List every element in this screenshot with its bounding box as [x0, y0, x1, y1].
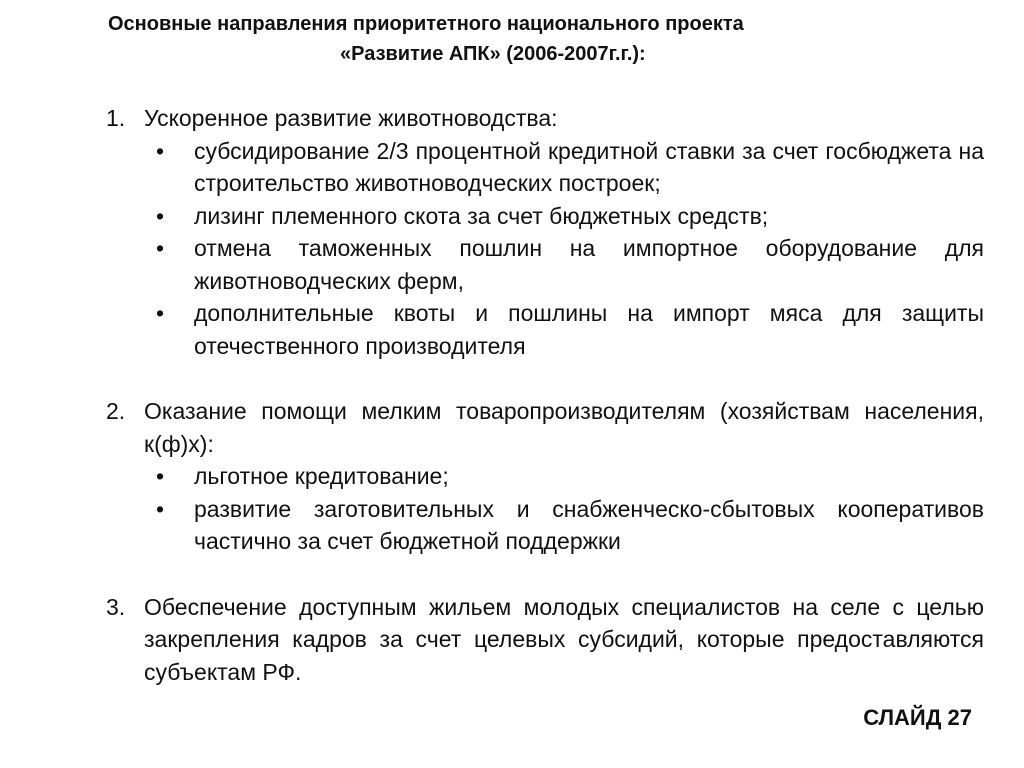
list-item-text: развитие заготовительных и снабженческо-сбытовых кооперативов частично за счет бюджетной поддержки — [194, 495, 984, 554]
list-item-text: субсидирование 2/3 процентной кредитной ставки за счет госбюджета на строительство животноводческих построек; — [194, 137, 984, 196]
bullet-icon: • — [156, 235, 165, 261]
list-item — [106, 460, 984, 493]
bullet-icon: • — [156, 300, 165, 326]
slide-title — [108, 9, 928, 69]
bullet-list — [106, 135, 984, 363]
section-heading — [106, 591, 984, 689]
section-3 — [106, 591, 984, 689]
bullet-list — [106, 460, 984, 558]
section-number: 3. — [106, 593, 126, 620]
section-heading-text: Обеспечение доступным жильем молодых специалистов на селе с целью закрепления кадров за счет целевых субсидий, которые предоставляются субъектам РФ. — [144, 593, 984, 685]
slide-title-line-1: Основные направления приоритетного национального проекта — [108, 13, 744, 35]
list-item — [106, 493, 984, 558]
section-heading-text: Оказание помощи мелким товаропроизводителям (хозяйствам населения, к(ф)х): — [144, 398, 984, 457]
section-heading — [106, 395, 984, 460]
list-item-text: дополнительные квоты и пошлины на импорт мяса для защиты отечественного производителя — [194, 300, 984, 359]
bullet-icon: • — [156, 495, 165, 522]
slide-number-label: СЛАЙД 27 — [863, 705, 972, 730]
section-2 — [106, 395, 984, 558]
list-item — [106, 200, 984, 233]
list-item-text: отмена таможенных пошлин на импортное оборудование для животноводческих ферм, — [194, 235, 984, 294]
section-number: 2. — [106, 398, 126, 424]
list-item — [106, 232, 984, 297]
bullet-icon: • — [156, 463, 165, 489]
slide-content — [106, 102, 984, 688]
list-item — [106, 135, 984, 200]
section-heading-text: Ускоренное развитие животноводства: — [144, 105, 558, 131]
section-heading — [106, 102, 984, 135]
section-1 — [106, 102, 984, 362]
bullet-icon: • — [156, 137, 165, 164]
list-item-text: льготное кредитование; — [194, 463, 449, 489]
section-number: 1. — [106, 105, 126, 131]
list-item-text: лизинг племенного скота за счет бюджетных средств; — [194, 202, 769, 229]
bullet-icon: • — [156, 202, 165, 229]
list-item — [106, 297, 984, 362]
slide-title-line-2: «Развитие АПК» (2006-2007г.г.): — [340, 43, 646, 65]
